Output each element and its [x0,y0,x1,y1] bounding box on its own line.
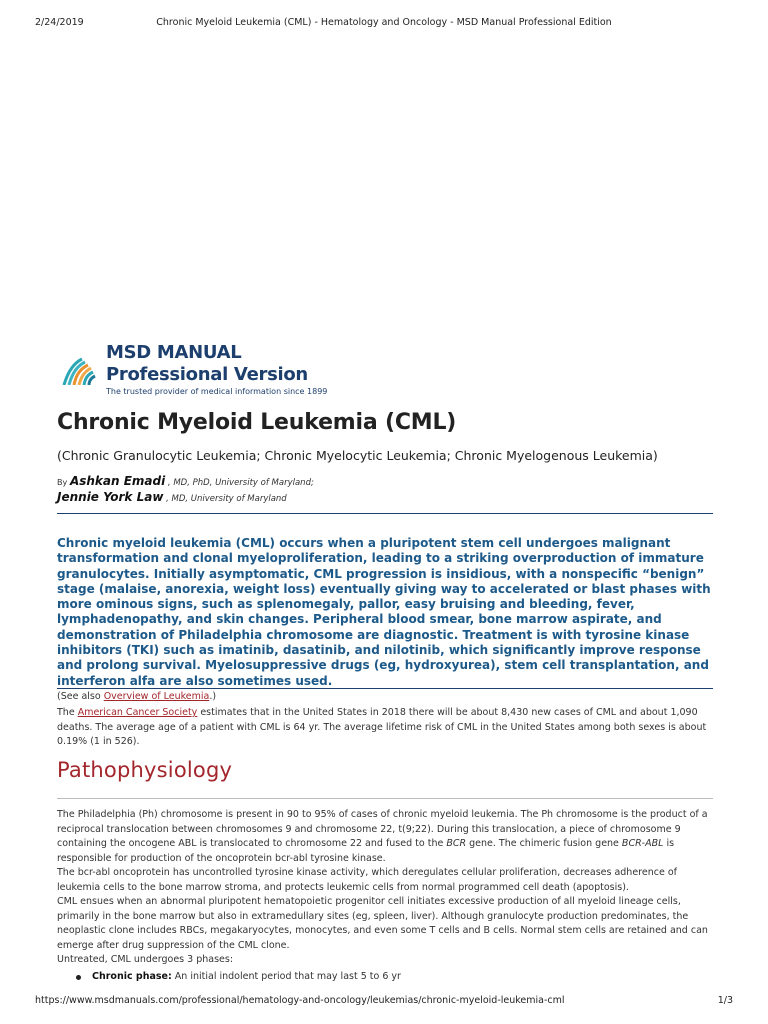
incidence-paragraph [57,706,713,750]
bullet-icon [76,975,81,980]
author-affiliation: , MD, University of Maryland [166,494,287,504]
see-also-prefix: (See also [57,691,104,702]
stats-prefix: The [57,707,78,718]
gene-name: BCR [446,838,467,849]
pathophysiology-paragraph-2: The bcr-abl oncoprotein has uncontrolled tyrosine kinase activity, which deregulates cellular proliferation, decreases adherence of leukemia cells to the bone marrow stroma, and protects leukemic cells from normal programmed cell death (apoptosis). [57,867,677,893]
print-date: 2/24/2019 [35,17,84,28]
american-cancer-society-link[interactable]: American Cancer Society [77,707,198,718]
gene-name: BCR-ABL [621,838,664,849]
overview-of-leukemia-link[interactable]: Overview of Leukemia [103,691,210,702]
brand-tagline: The trusted provider of medical information since 1899 [106,387,328,396]
phase-text: An initial indolent period that may last 5 to 6 yr [171,971,401,982]
pathophysiology-paragraph-1 [57,808,713,866]
brand-name[interactable]: MSD MANUAL [106,342,242,363]
divider [57,688,713,689]
see-also-line [57,690,713,705]
para-text: gene. The chimeric fusion gene [466,838,622,849]
topic-summary: Chronic myeloid leukemia (CML) occurs when a pluripotent stem cell undergoes malignant transformation and clonal myeloproliferation, leading to a striking overproduction of immature granulocytes. Initially asymptomatic, CML progression is insidious, with a nonspecific “benign” stage (malaise, anorexia, weight loss) eventually giving way to accelerated or blast phases with more ominous signs, such as splenomegaly, pallor, easy bruising and bleeding, fever, lymphadenopathy, and skin changes. Peripheral blood smear, bone marrow aspirate, and demonstration of Philadelphia chromosome are diagnostic. Treatment is with tyrosine kinase inhibitors (TKI) such as imatinib, dasatinib, and nilotinib, which significantly improve response and prolong survival. Myelosuppressive drugs (eg, hydroxyurea), stem cell transplantation, and interferon alfa are also sometimes used. [57,536,711,688]
phase-label: Chronic phase: [92,971,172,982]
author-affiliation: , MD, PhD, University of Maryland; [167,478,314,488]
msd-logo-icon [62,345,102,385]
section-divider [57,798,713,799]
author-name[interactable]: Jennie York Law [57,490,164,504]
print-page-title: Chronic Myeloid Leukemia (CML) - Hematology and Oncology - MSD Manual Professional Edition [156,17,612,28]
author-byline [57,474,314,506]
pathophysiology-paragraph-3: CML ensues when an abnormal pluripotent hematopoietic progenitor cell initiates excessive production of all myeloid lineage cells, primarily in the bone marrow but also in extramedullary sites (eg, spleen, liver). Although granulocyte production predominates, the neoplastic clone includes RBCs, megakaryocytes, monocytes, and even some T cells and B cells. Normal stem cells are retained and can emerge after drug suppression of the CML clone. [57,896,708,951]
section-heading-pathophysiology: Pathophysiology [57,758,233,782]
para-text: is responsible for production of the oncoprotein bcr-abl tyrosine kinase. [57,838,675,864]
stats-text: estimates that in the United States in 2018 there will be about 8,430 new cases of CML and about 1,090 deaths. The average age of a patient with CML is 64 yr. The average lifetime risk of CML in the United States among both sexes is about 0.19% (1 in 526). [57,707,707,747]
para-text: The Philadelphia (Ph) chromosome is present in 90 to 95% of cases of chronic myeloid leukemia. The Ph chromosome is the product of a reciprocal translocation between chromosomes 9 and chromosome 22, t(9;22). During this translocation, a piece of chromosome 9 containing the oncogene ABL is translocated to chromosome 22 and fused to the [57,809,708,849]
page-title: Chronic Myeloid Leukemia (CML) [57,410,457,435]
see-also-suffix: .) [209,691,217,702]
synonyms: (Chronic Granulocytic Leukemia; Chronic Myelocytic Leukemia; Chronic Myelogenous Leukemia) [57,448,658,463]
divider [57,513,713,514]
page-url: https://www.msdmanuals.com/professional/hematology-and-oncology/leukemias/chronic-myeloid-leukemia-cml [35,995,565,1006]
author-name[interactable]: Ashkan Emadi [69,474,166,488]
pathophysiology-paragraph-4: Untreated, CML undergoes 3 phases: [57,954,234,965]
by-label: By [57,478,68,487]
page-number: 1/3 [717,995,733,1006]
brand-edition[interactable]: Professional Version [106,364,308,385]
